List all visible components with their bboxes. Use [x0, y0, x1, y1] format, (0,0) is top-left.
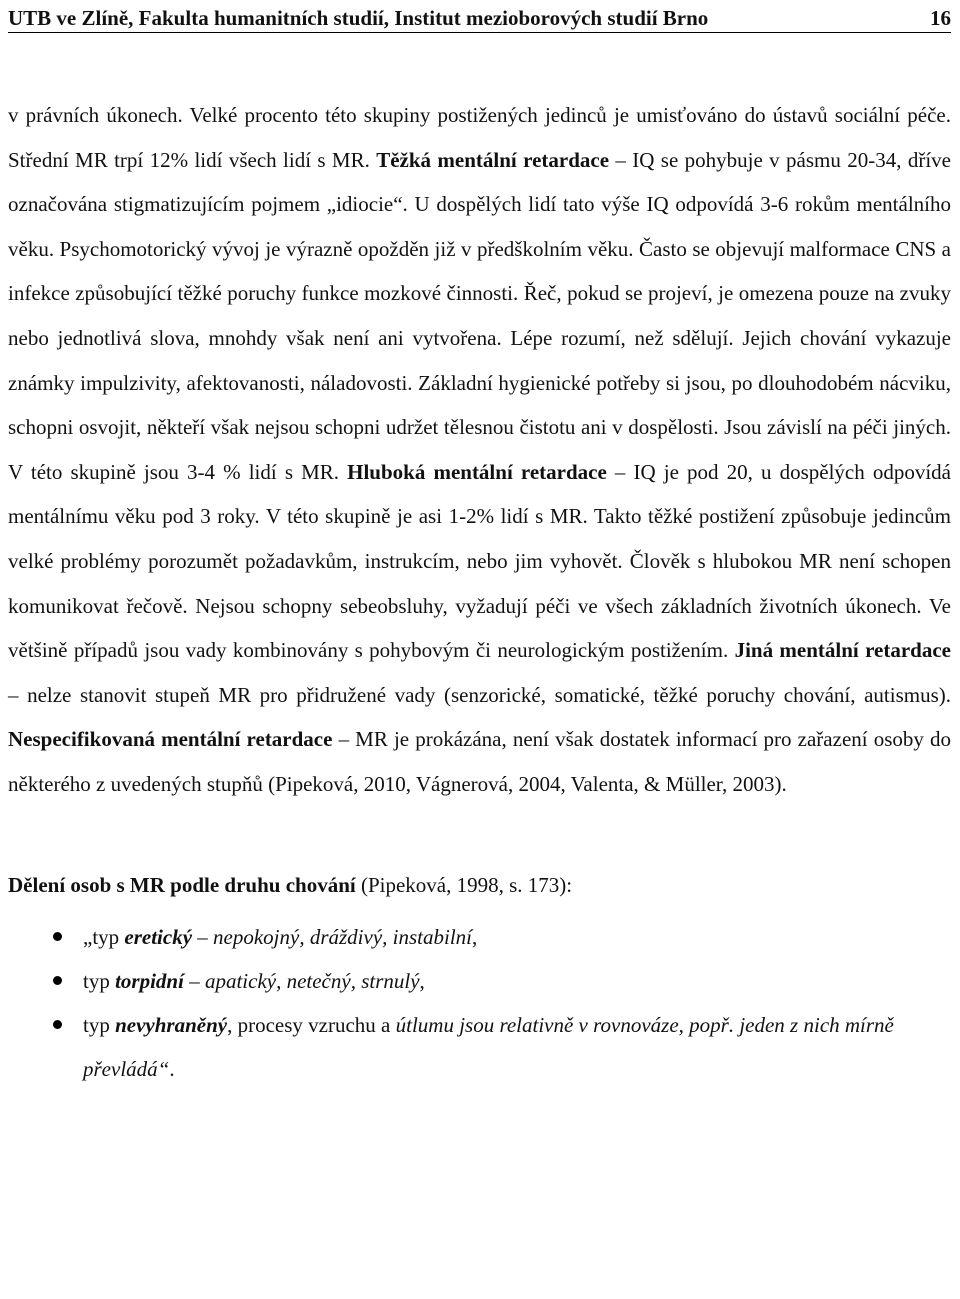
term-jina: Jiná mentální retardace: [734, 638, 951, 663]
bullet-icon: [53, 932, 62, 941]
section-heading-citation: (Pipeková, 1998, s. 173):: [355, 872, 573, 897]
list-item: typ nevyhraněný, procesy vzruchu a útlumu jsou relativně v rovnováze, popř. jeden z nich mírně převládá“.: [8, 1003, 951, 1091]
text-run: – nelze stanovit stupeň MR pro přidružené vady (senzorické, somatické, těžké poruchy chování, autismus).: [8, 682, 951, 707]
page-header: [8, 0, 951, 33]
page-number: 16: [930, 6, 951, 30]
text-run: v právních úkonech. Velké procento této skupiny postižených jedinců je umisťováno do ústavů sociální péče. Střední MR trpí 12% lidí všech lidí s MR.: [8, 103, 951, 172]
term-tezka: Těžká mentální retardace: [376, 147, 610, 172]
section-heading-bold: Dělení osob s MR podle druhu chování: [8, 872, 356, 897]
header-title: UTB ve Zlíně, Fakulta humanitních studií, Institut mezioborových studií Brno: [8, 6, 709, 30]
term-hluboka: Hluboká mentální retardace: [347, 459, 607, 484]
section-heading: [8, 871, 951, 899]
text-run: – IQ se pohybuje v pásmu 20-34, dříve označována stigmatizujícím pojmem „idiocie“. U dospělých lidí tato výše IQ odpovídá 3-6 rokům mentálního věku. Psychomotorický vývoj je výrazně opožděn již v předškolním věku. Často se objevují malformace CNS a infekce způsobující těžké poruchy funkce mozkové činnosti. Řeč, pokud se projeví, je omezena pouze na zvuky nebo jednotlivá slova, mnohdy však není ani vytvořena. Lépe rozumí, než sdělují. Jejich chování vykazuje známky impulzivity, afektovanosti, náladovosti. Základní hygienické potřeby si jsou, po dlouhodobém nácviku, schopni osvojit, někteří však nejsou schopni udržet tělesnou čistotu ani v dospělosti. Jsou závislí na péči jiných. V této skupině jsou 3-4 % lidí s MR.: [8, 147, 951, 484]
list-item: typ torpidní – apatický, netečný, strnulý,: [8, 959, 951, 1003]
body-paragraph: [8, 33, 951, 807]
text-run: – MR je prokázána, není však dostatek informací pro zařazení osoby do některého z uvedených stupňů (Pipeková, 2010, Vágnerová, 2004, Valenta, & Müller, 2003).: [8, 727, 951, 796]
list-item: „typ eretický – nepokojný, dráždivý, instabilní,: [8, 915, 951, 959]
bullet-icon: [53, 1020, 62, 1029]
term-nespecifikovana: Nespecifikovaná mentální retardace: [8, 727, 333, 752]
bullet-icon: [53, 976, 62, 985]
behavior-types-list: [8, 915, 951, 1091]
text-run: – IQ je pod 20, u dospělých odpovídá mentálnímu věku pod 3 roky. V této skupině je asi 1-2% lidí s MR. Takto těžké postižení způsobuje jedincům velké problémy porozumět požadavkům, instrukcím, nebo jim vyhovět. Člověk s hlubokou MR není schopen komunikovat řečově. Nejsou schopny sebeobsluhy, vyžadují péči ve všech základních životních úkonech. Ve většině případů jsou vady kombinovány s pohybovým či neurologickým postižením.: [8, 459, 951, 663]
